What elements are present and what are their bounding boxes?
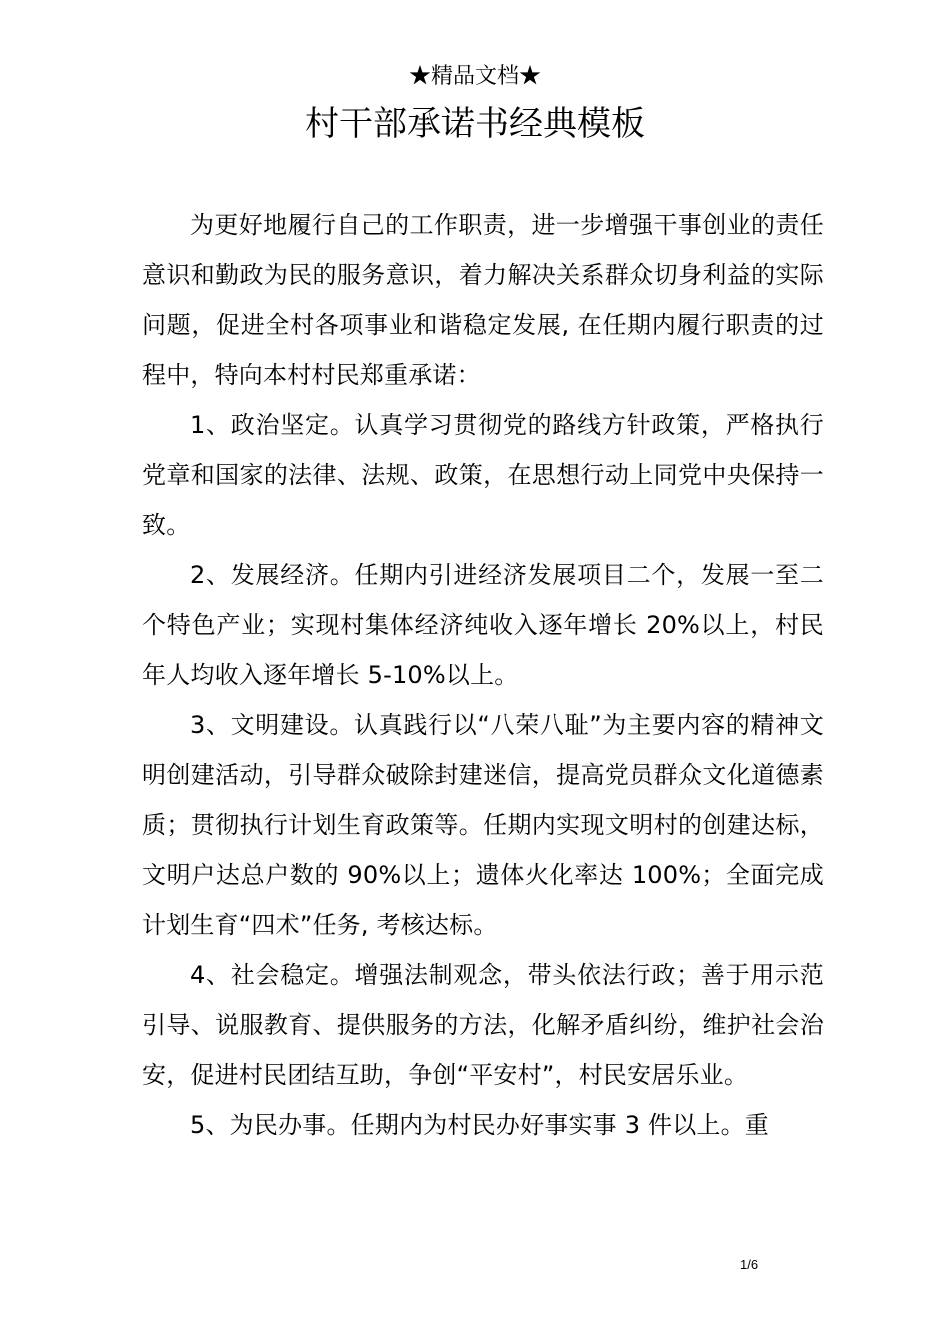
document-title: 村干部承诺书经典模板 [305,104,645,144]
paragraph-item-2: 2、发展经济。任期内引进经济发展项目二个，发展一至二个特色产业；实现村集体经济纯收入逐年增长 20%以上，村民年人均收入逐年增长 5-10%以上。 [142,561,824,689]
page-number: 1/6 [740,1257,759,1272]
paragraph-item-3: 3、文明建设。认真践行以“八荣八耻”为主要内容的精神文明创建活动，引导群众破除封建迷信，提高党员群众文化道德素质；贯彻执行计划生育政策等。任期内实现文明村的创建达标，文明户达总户数的 90%以上；遗体火化率达 100%；全面完成计划生育“四术”任务, 考核达标。 [142,711,824,939]
paragraph-item-5: 5、为民办事。任期内为村民办好事实事 3 件以上。重 [190,1111,769,1139]
paragraph-item-4: 4、社会稳定。增强法制观念，带头依法行政；善于用示范引导、说服教育、提供服务的方法，化解矛盾纠纷，维护社会治安，促进村民团结互助，争创“平安村”，村民安居乐业。 [142,961,824,1089]
paragraph-item-1: 1、政治坚定。认真学习贯彻党的路线方针政策，严格执行党章和国家的法律、法规、政策，在思想行动上同党中央保持一致。 [142,411,824,539]
paragraph-intro: 为更好地履行自己的工作职责，进一步增强干事创业的责任意识和勤政为民的服务意识，着力解决关系群众切身利益的实际问题，促进全村各项事业和谐稳定发展, 在任期内履行职责的过程中，特向本村村民郑重承诺： [142,211,824,389]
header-mark: ★精品文档★ [408,64,541,89]
document-body [142,200,824,1150]
